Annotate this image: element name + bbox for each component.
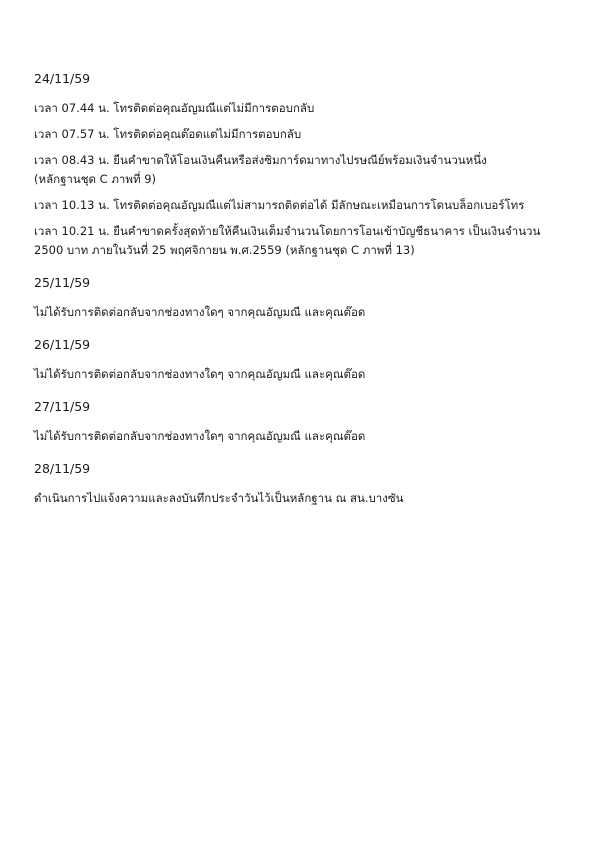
log-entry-line: ไม่ได้รับการติดต่อกลับจากช่องทางใดๆ จากคุณอัญมณี และคุณต๊อด bbox=[34, 305, 366, 319]
day-section bbox=[34, 274, 574, 322]
log-entry-line: เวลา 10.13 น. โทรติดต่อคุณอัญมณีแต่ไม่สามารถติดต่อได้ มีลักษณะเหมือนการโดนบล็อกเบอร์โทร bbox=[34, 198, 525, 212]
date-heading: 26/11/59 bbox=[34, 337, 91, 352]
log-entry bbox=[34, 151, 574, 189]
day-section bbox=[34, 398, 574, 446]
log-entry bbox=[34, 125, 574, 144]
log-entry-line-continuation: (หลักฐานชุด C ภาพที่ 9) bbox=[34, 172, 157, 186]
log-entry-line: เวลา 10.21 น. ยืนคำขาดครั้งสุดท้ายให้คืนเงินเต็มจำนวนโดยการโอนเข้าบัญชีธนาคาร เป็นเงินจำนวน bbox=[34, 224, 541, 238]
document-page bbox=[34, 70, 574, 508]
log-entry-line: ไม่ได้รับการติดต่อกลับจากช่องทางใดๆ จากคุณอัญมณี และคุณต๊อด bbox=[34, 429, 366, 443]
log-entry-line: ดำเนินการไปแจ้งความและลงบันทึกประจำวันไว้เป็นหลักฐาน ณ สน.บางซัน bbox=[34, 491, 404, 505]
log-entry bbox=[34, 489, 574, 508]
date-heading: 24/11/59 bbox=[34, 71, 91, 86]
log-entry-line: ไม่ได้รับการติดต่อกลับจากช่องทางใดๆ จากคุณอัญมณี และคุณต๊อด bbox=[34, 367, 366, 381]
day-section bbox=[34, 336, 574, 384]
log-entry bbox=[34, 427, 574, 446]
log-entry-line: เวลา 08.43 น. ยืนคำขาดให้โอนเงินคืนหรือส่งซิมการ์ดมาทางไปรษณีย์พร้อมเงินจำนวนหนึ่ง bbox=[34, 153, 487, 167]
date-heading: 25/11/59 bbox=[34, 275, 91, 290]
date-heading: 27/11/59 bbox=[34, 399, 91, 414]
log-entry bbox=[34, 196, 574, 215]
log-entry bbox=[34, 222, 574, 260]
log-entry bbox=[34, 365, 574, 384]
date-heading: 28/11/59 bbox=[34, 461, 91, 476]
log-entry-line-continuation: 2500 บาท ภายในวันที่ 25 พฤศจิกายน พ.ศ.2559 (หลักฐานชุด C ภาพที่ 13) bbox=[34, 243, 415, 257]
day-section bbox=[34, 460, 574, 508]
log-entry-line: เวลา 07.57 น. โทรติดต่อคุณต๊อดแต่ไม่มีการตอบกลับ bbox=[34, 127, 302, 141]
log-entry bbox=[34, 99, 574, 118]
log-entry-line: เวลา 07.44 น. โทรติดต่อคุณอัญมณีแต่ไม่มีการตอบกลับ bbox=[34, 101, 315, 115]
day-section bbox=[34, 70, 574, 260]
log-entry bbox=[34, 303, 574, 322]
